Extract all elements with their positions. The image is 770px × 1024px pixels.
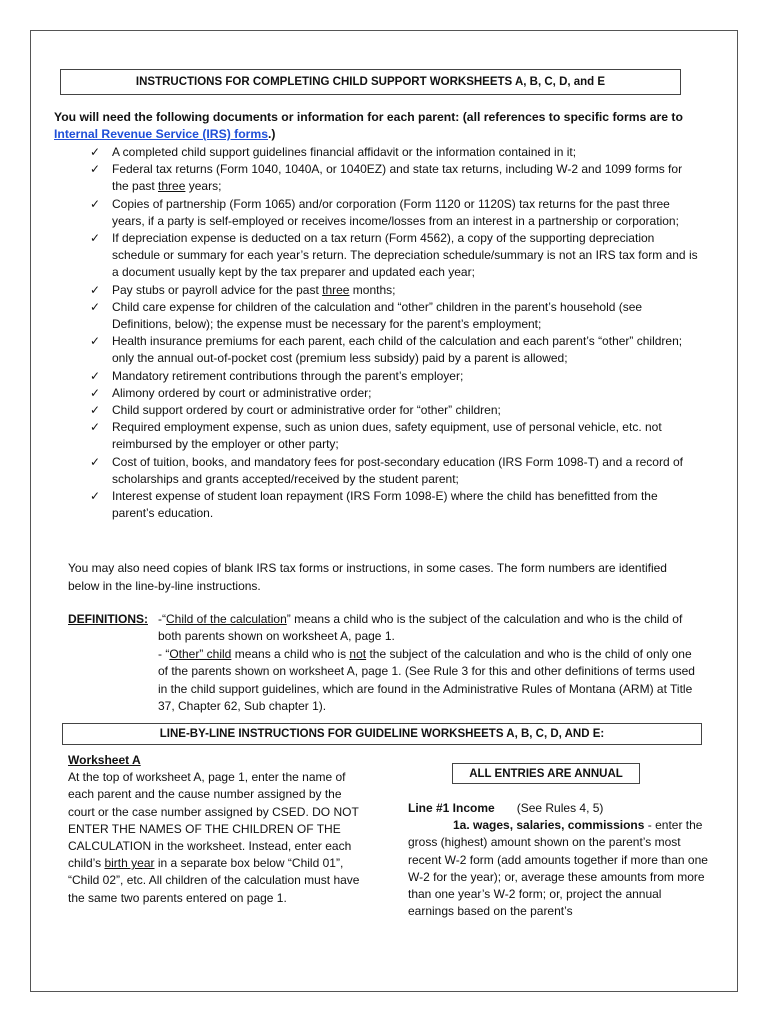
checklist-item [90, 299, 702, 333]
checklist-text: Child care expense for children of the calculation and “other” children in the parent’s household (see Definitions, below); the expense must be necessary for the parent’s employment; [112, 299, 643, 332]
worksheet-a-post: in a separate box below “Child 01”, “Child 02”, etc. All children of the calculation must have the same two parents entered on page 1. [68, 856, 360, 905]
checklist-item [90, 196, 702, 230]
checklist-item [90, 368, 702, 385]
worksheet-a-birth-year: birth year [104, 856, 155, 871]
page-title: INSTRUCTIONS FOR COMPLETING CHILD SUPPORT WORKSHEETS A, B, C, D, and E [60, 69, 681, 95]
checkmark-icon: ✓ [90, 231, 101, 246]
definition-child-of-calculation [158, 611, 698, 646]
line1-heading: Line #1 Income [408, 801, 495, 815]
definitions-body [158, 611, 698, 715]
checkmark-icon: ✓ [90, 489, 101, 504]
intro-paragraph [54, 109, 704, 143]
line1a-heading: 1a. wages, salaries, commissions [453, 818, 645, 833]
checkmark-icon: ✓ [90, 145, 101, 159]
checklist-item [90, 230, 702, 282]
worksheet-a-text [68, 769, 368, 907]
def2-not: not [349, 646, 367, 661]
def2-mid: means a child who is [231, 646, 350, 661]
line-by-line-title: LINE-BY-LINE INSTRUCTIONS FOR GUIDELINE WORKSHEETS A, B, C, D, AND E: [62, 723, 702, 745]
checklist-text: Interest expense of student loan repayment (IRS Form 1098-E) where the child has benefitted from the parent’s education. [112, 489, 658, 521]
checklist-text: Required employment expense, such as union dues, safety equipment, use of personal vehicle, etc. not reimbursed by the employer or other party; [112, 420, 662, 452]
checklist-text: Pay stubs or payroll advice for the past [112, 282, 323, 297]
checklist-text: If depreciation expense is deducted on a tax return (Form 4562), a copy of the supporting depreciation schedule or summary for each year’s return. The depreciation schedule/summary is not an IRS tax form and is a document usually kept by the tax preparer and updated each year; [112, 231, 698, 280]
checklist-underlined: three [158, 179, 186, 194]
def2-term: Other” child [169, 646, 232, 661]
checklist-text: Federal tax returns (Form 1040, 1040A, or 1040EZ) and state tax returns, including W-2 and 1099 forms for the past [112, 162, 683, 194]
all-entries-annual-box: ALL ENTRIES ARE ANNUAL [452, 763, 640, 784]
checkmark-icon: ✓ [90, 454, 101, 469]
checklist-text-end: months; [349, 282, 396, 297]
checkmark-icon: ✓ [90, 368, 101, 383]
intro-text-end: .) [268, 127, 276, 141]
def2-pre: - “ [158, 646, 170, 661]
checklist-text: A completed child support guidelines financial affidavit or the information contained in it; [112, 145, 577, 159]
line1-rules: (See Rules 4, 5) [516, 801, 604, 815]
checklist-item [90, 454, 702, 488]
def2-post: the subject of the calculation and who is the child of only one of the parents shown on worksheet A, page 1. (See Rule 3 for this and other definitions of terms used in the child support guidelines, which are found in the Administrative Rules of Montana (ARM) at Title 37, Chapter 62, Sub chapter 1). [158, 646, 695, 714]
intro-text: You will need the following documents or information for each parent: (all references to specific forms are to [54, 110, 683, 124]
checkmark-icon: ✓ [90, 420, 101, 435]
checklist-item [90, 161, 702, 195]
irs-forms-link[interactable]: Internal Revenue Service (IRS) forms [54, 127, 269, 141]
checklist-text: Alimony ordered by court or administrative order; [112, 385, 372, 400]
checkmark-icon: ✓ [90, 162, 101, 177]
checkmark-icon: ✓ [90, 282, 101, 297]
checklist-item [90, 144, 702, 161]
checklist-item [90, 419, 702, 453]
checkmark-icon: ✓ [90, 196, 101, 211]
line1-income-section [408, 800, 708, 920]
worksheet-a-title: Worksheet A [68, 753, 141, 767]
def1-post: ” means a child who is the subject of the calculation and who is the child of both parents shown on worksheet A, page 1. [158, 612, 683, 644]
checklist-item [90, 402, 702, 419]
checkmark-icon: ✓ [90, 334, 101, 349]
checklist-item [90, 488, 702, 522]
checklist-text: Cost of tuition, books, and mandatory fees for post-secondary education (IRS Form 1098-T) and a record of scholarships and grants accepted/received by the student parent; [112, 454, 683, 486]
checkmark-icon: ✓ [90, 385, 101, 400]
checklist-item [90, 333, 702, 367]
checklist-text: Mandatory retirement contributions through the parent’s employer; [112, 368, 464, 383]
document-checklist [90, 144, 702, 522]
checklist-item [90, 282, 702, 299]
definitions-label: DEFINITIONS: [68, 612, 148, 626]
def1-term: Child of the calculation [166, 612, 287, 626]
checklist-text: Copies of partnership (Form 1065) and/or corporation (Form 1120 or 1120S) tax returns for the past three years, if a party is self-employed or receives income/losses from an interest in a partnership or corporation; [112, 196, 679, 228]
checklist-text: Health insurance premiums for each parent, each child of the calculation and each parent’s “other” children; only the annual out-of-pocket cost (premium less subsidy) paid by a parent is allowed; [112, 334, 683, 366]
checklist-text-end: years; [185, 179, 222, 194]
checklist-text: Child support ordered by court or administrative order for “other” children; [112, 403, 501, 418]
line1a-text: - enter the gross (highest) amount shown on the parent’s most recent W-2 form (add amounts together if more than one W-2 for the year); or, average these amounts from more than one year’s W-2 form; or, project the annual earnings based on the parent’s [408, 818, 708, 919]
def1-pre: -“ [158, 612, 166, 626]
checklist-underlined: three [322, 282, 350, 297]
worksheet-a-pre: At the top of worksheet A, page 1, enter the name of each parent and the cause number assigned by the court or the case number assigned by CSED. DO NOT ENTER THE NAMES OF THE CHILDREN OF THE CALCULATION in the worksheet. Instead, enter each child’s [68, 770, 359, 871]
also-need-paragraph: You may also need copies of blank IRS tax forms or instructions, in some cases. The form numbers are identified below in the line-by-line instructions. [68, 561, 667, 593]
definition-other-child [158, 646, 698, 716]
checklist-item [90, 385, 702, 402]
worksheet-a-section [68, 752, 368, 907]
checkmark-icon: ✓ [90, 403, 101, 418]
checkmark-icon: ✓ [90, 299, 101, 314]
